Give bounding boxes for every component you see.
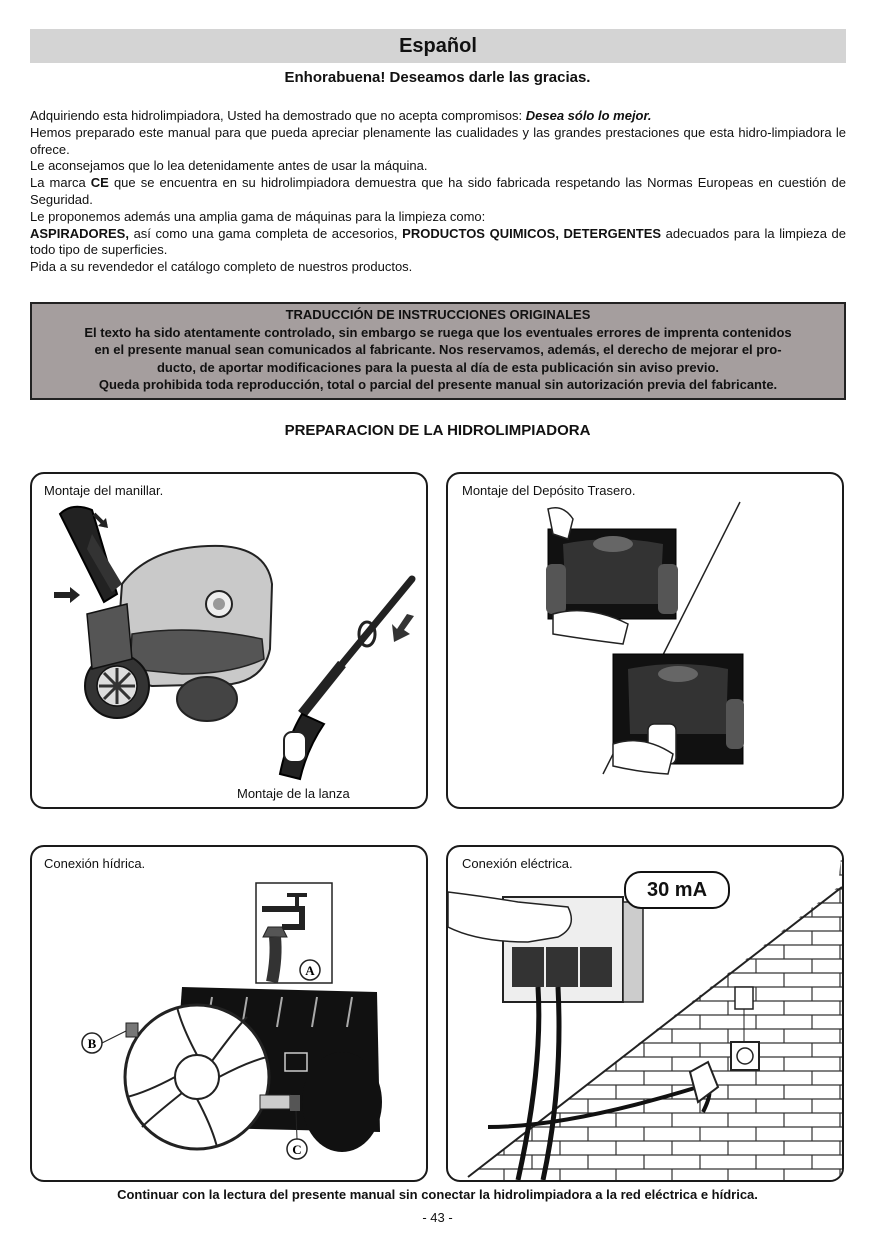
intro-p1-text: Adquiriendo esta hidrolimpiadora, Usted ha demostrado que no acepta compromisos: <box>30 108 526 123</box>
water-connection-label: Conexión hídrica. <box>44 856 146 871</box>
handlebar-label: Montaje del manillar. <box>44 483 164 498</box>
rear-tank-illustration <box>448 474 842 807</box>
intro-p6-a: ASPIRADORES, <box>30 225 129 241</box>
notice-title: TRADUCCIÓN DE INSTRUCCIONES ORIGINALES <box>285 307 591 322</box>
callout-a: A <box>305 963 315 978</box>
section-title: PREPARACION DE LA HIDROLIMPIADORA <box>284 422 591 439</box>
notice-line-2: en el presente manual sean comunicados al fabricante. Nos reservamos, además, el derecho de mejorar el pro- <box>94 342 782 357</box>
intro-p1-emphasis: Desea sólo lo mejor. <box>525 108 652 123</box>
language-header: Español <box>30 29 846 63</box>
electric-connection-panel <box>446 845 844 1182</box>
rear-tank-panel <box>446 472 844 809</box>
translation-notice <box>30 302 846 400</box>
water-connection-illustration <box>32 847 426 1180</box>
page-number: - 43 - <box>422 1210 453 1225</box>
intro-p6-d: adecuados para la limpieza de todo tipo de superficies. <box>30 225 847 258</box>
handlebar-illustration <box>32 474 426 807</box>
rear-tank-label: Montaje del Depósito Trasero. <box>462 483 636 498</box>
notice-line-4: Queda prohibida toda reproducción, total o parcial del presente manual sin autorización previa del fabricante. <box>98 377 778 392</box>
intro-paragraph-5: Le proponemos además una amplia gama de máquinas para la limpieza como: <box>30 208 486 224</box>
ce-mark-text: CE <box>90 175 109 191</box>
intro-p6-c: PRODUCTOS QUIMICOS, DETERGENTES <box>402 225 662 241</box>
intro-paragraph-3: Le aconsejamos que lo lea detenidamente antes de usar la máquina. <box>30 158 428 174</box>
footer-warning: Continuar con la lectura del presente manual sin conectar la hidrolimpiadora a la red eléctrica e hídrica. <box>117 1187 758 1202</box>
intro-paragraph-6 <box>30 226 846 260</box>
notice-line-1: El texto ha sido atentamente controlado, sin embargo se ruega que los eventuales errores de imprenta contenidos <box>84 324 792 340</box>
intro-paragraph-7: Pida a su revendedor el catálogo completo de nuestros productos. <box>30 259 413 275</box>
handlebar-panel <box>30 472 428 809</box>
notice-line-3: ducto, de aportar modificaciones para la puesta al día de esta publicación sin aviso previo. <box>156 359 720 375</box>
intro-paragraph-2: Hemos preparado este manual para que pueda apreciar plenamente las cualidades y las grandes prestaciones que esta hidro-limpiadora le ofrece. <box>30 124 846 157</box>
callout-c: C <box>292 1142 302 1157</box>
intro-p4-a: La marca <box>30 175 91 191</box>
electric-connection-label: Conexión eléctrica. <box>462 856 573 871</box>
congratulations-heading: Enhorabuena! Deseamos darle las gracias. <box>284 69 591 86</box>
intro-paragraph-4 <box>30 175 846 209</box>
callout-b: B <box>87 1036 97 1051</box>
intro-p4-c: que se encuentra en su hidrolimpiadora demuestra que ha sido fabricada respetando las Normas Europeas en cuestión de Seguridad. <box>30 175 846 207</box>
lance-label: Montaje de la lanza <box>237 786 350 801</box>
rcd-30ma-badge: 30 mA <box>624 871 730 909</box>
water-connection-panel <box>30 845 428 1182</box>
intro-p6-b: así como una gama completa de accesorios, <box>128 225 403 241</box>
intro-paragraph-1 <box>30 108 846 125</box>
intro-text <box>30 108 846 276</box>
